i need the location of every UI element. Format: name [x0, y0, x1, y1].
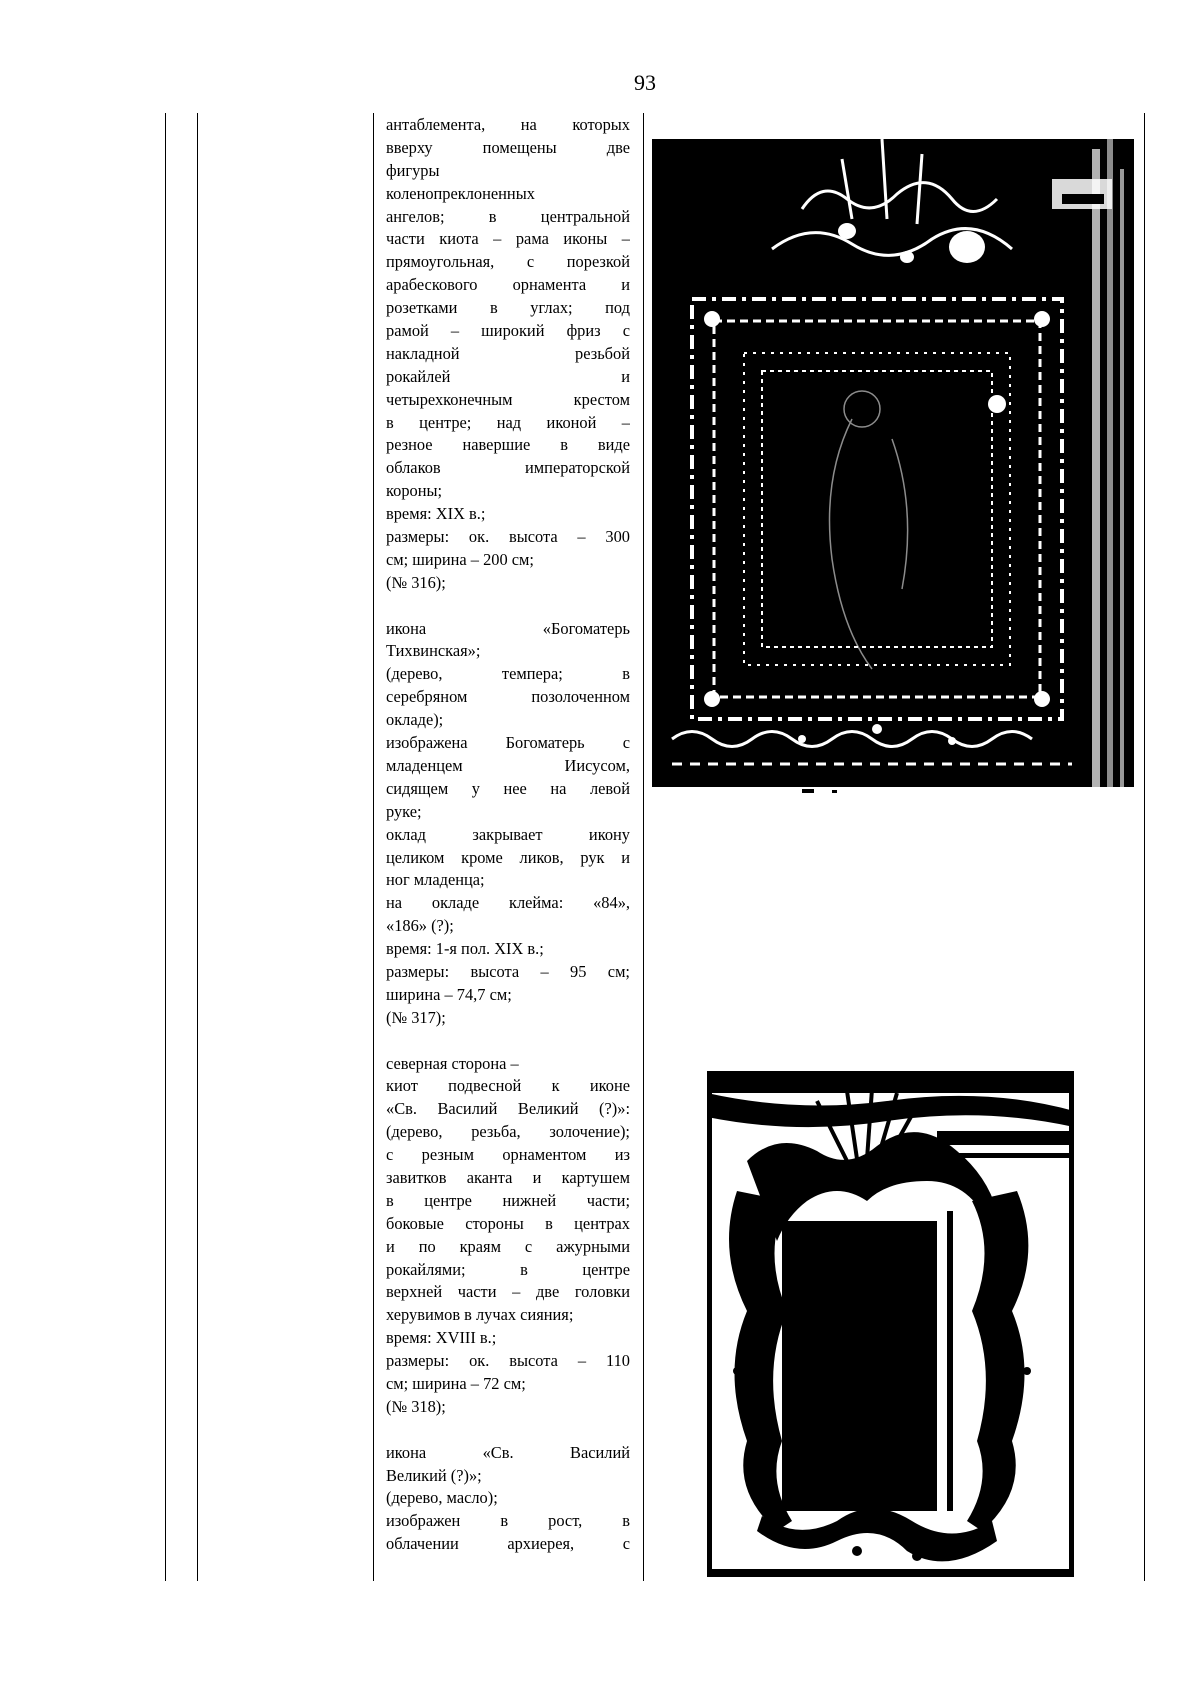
text-line: см; ширина – 72 см;	[386, 1373, 526, 1393]
entry-317	[386, 618, 630, 1030]
description-column	[386, 114, 630, 1579]
text-line: (дерево, резьба, золочение);	[386, 1122, 630, 1142]
text-line: арабескового орнамента и	[386, 275, 630, 295]
text-line: северная сторона –	[386, 1053, 519, 1073]
text-line: рокайлей и	[386, 366, 630, 386]
text-line: размеры: ок. высота – 110	[386, 1351, 630, 1371]
text-line: см; ширина – 200 см;	[386, 549, 534, 569]
table-border-right	[1144, 113, 1145, 1581]
text-line: в центре; над иконой –	[386, 412, 630, 432]
text-line: киот подвесной к иконе	[386, 1076, 630, 1096]
text-line: размеры: ок. высота – 300	[386, 527, 630, 547]
table-border-col-2	[197, 113, 198, 1581]
entry-icon-vasily	[386, 1442, 630, 1556]
text-line: рокайлями; в центре	[386, 1259, 630, 1279]
text-line: изображен в рост, в	[386, 1511, 630, 1531]
text-line: время: XIX в.;	[386, 504, 486, 524]
text-line: младенцем Иисусом,	[386, 755, 630, 775]
text-line: прямоугольная, с порезкой	[386, 252, 630, 272]
hanging-kiot-photo-image	[707, 1071, 1074, 1577]
text-line: херувимов в лучах сияния;	[386, 1305, 574, 1325]
text-line: боковые стороны в центрах	[386, 1213, 630, 1233]
text-line: серебряном позолоченном	[386, 687, 630, 707]
text-line: короны;	[386, 481, 443, 501]
text-line: (№ 317);	[386, 1007, 446, 1027]
text-line: четырехконечным крестом	[386, 389, 630, 409]
text-line: розетками в углах; под	[386, 298, 630, 318]
text-line: руке;	[386, 801, 422, 821]
text-line: время: 1-я пол. XIX в.;	[386, 939, 544, 959]
text-line: «Св. Василий Великий (?)»:	[386, 1099, 630, 1119]
text-line: с резным орнаментом из	[386, 1145, 630, 1165]
table-border-col-3	[373, 113, 374, 1581]
text-line: антаблемента, на которых	[386, 115, 630, 134]
text-line: (дерево, темпера; в	[386, 664, 630, 684]
text-line: и по краям с ажурными	[386, 1236, 630, 1256]
text-line: (№ 318);	[386, 1396, 446, 1416]
text-line: Тихвинская»;	[386, 641, 481, 661]
text-line: сидящем у нее на левой	[386, 778, 630, 798]
kiot-photo-image	[652, 139, 1134, 797]
text-line: на окладе клейма: «84»,	[386, 893, 630, 913]
text-line: Великий (?)»;	[386, 1465, 482, 1485]
text-line: завитков аканта и картушем	[386, 1167, 630, 1187]
photo-kiot-icon-frame	[652, 139, 1134, 797]
text-line: окладе);	[386, 710, 444, 730]
text-line: ширина – 74,7 см;	[386, 984, 512, 1004]
text-line: целиком кроме ликов, рук и	[386, 847, 630, 867]
entry-318	[386, 1053, 630, 1419]
text-line: верхней части – две головки	[386, 1282, 630, 1302]
photo-hanging-kiot	[707, 1071, 1074, 1577]
table-border-left	[165, 113, 166, 1581]
text-line: рамой – широкий фриз с	[386, 321, 630, 341]
text-line: части киота – рама иконы –	[386, 229, 630, 249]
text-line: в центре нижней части;	[386, 1190, 630, 1210]
text-line: ангелов; в центральной	[386, 206, 630, 226]
text-line: изображена Богоматерь с	[386, 733, 630, 753]
text-line: икона «Богоматерь	[386, 618, 630, 638]
text-line: ног младенца;	[386, 870, 485, 890]
text-line: (дерево, масло);	[386, 1488, 498, 1508]
text-line: икона «Св. Василий	[386, 1442, 630, 1462]
text-line: размеры: высота – 95 см;	[386, 961, 630, 981]
text-line: фигуры	[386, 160, 440, 180]
text-line: облаков императорской	[386, 458, 630, 478]
text-line: время: XVIII в.;	[386, 1328, 497, 1348]
text-line: накладной резьбой	[386, 343, 630, 363]
table-border-col-4	[643, 113, 644, 1581]
text-line: резное навершие в виде	[386, 435, 630, 455]
entry-316	[386, 114, 630, 595]
text-line: вверху помещены две	[386, 137, 630, 157]
text-line: (№ 316);	[386, 572, 446, 592]
page-number: 93	[634, 70, 656, 95]
text-line: «186» (?);	[386, 916, 454, 936]
text-line: коленопреклоненных	[386, 183, 535, 203]
text-line: оклад закрывает икону	[386, 824, 630, 844]
text-line: облачении архиерея, с	[386, 1534, 630, 1554]
